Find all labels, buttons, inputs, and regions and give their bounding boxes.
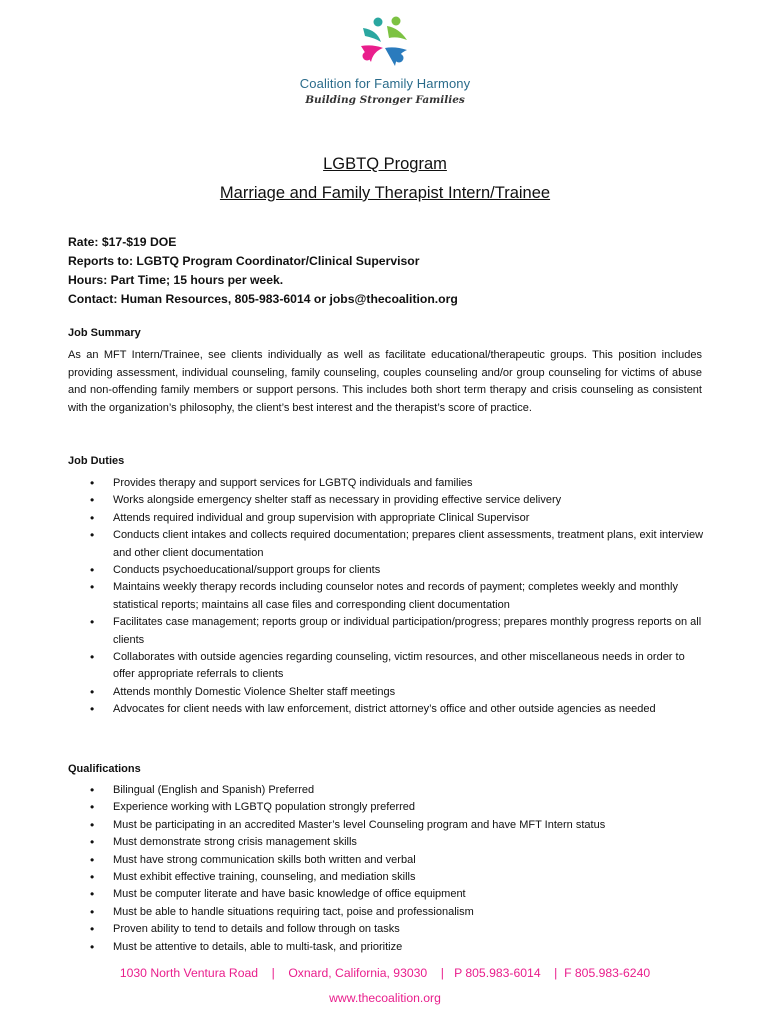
figure-head-green bbox=[392, 17, 401, 26]
footer-address: 1030 North Ventura Road | Oxnard, California, 93030 | P 805.983-6014 | F 805.983-6240 bbox=[119, 966, 651, 980]
list-item: • Proven ability to tend to details and follow through on tasks bbox=[68, 921, 708, 938]
list-item: • Must be attentive to details, able to multi-task, and prioritize bbox=[68, 939, 708, 956]
list-item: • Collaborates with outside agencies regarding counseling, victim resources, and other miscellaneous needs in order to offer appropriate referrals to clients bbox=[68, 649, 708, 684]
list-item: • Maintains weekly therapy records including counselor notes and records of payment; completes weekly and monthly statistical reports; maintains all case files and corresponding client documentation bbox=[68, 579, 708, 614]
list-item: • Advocates for client needs with law enforcement, district attorney’s office and other outside agencies as needed bbox=[68, 701, 708, 718]
position-title: Marriage and Family Therapist Intern/Trainee bbox=[219, 184, 551, 202]
job-meta bbox=[68, 233, 458, 309]
contact-line: Contact: Human Resources, 805-983-6014 or jobs@thecoalition.org bbox=[68, 292, 458, 306]
job-duties-list bbox=[68, 475, 708, 719]
list-item: • Must be able to handle situations requiring tact, poise and professionalism bbox=[68, 904, 708, 921]
list-item: • Must be participating in an accredited Master’s level Counseling program and have MFT Intern status bbox=[68, 817, 708, 834]
list-item: • Attends monthly Domestic Violence Shelter staff meetings bbox=[68, 684, 708, 701]
list-item: • Must exhibit effective training, counseling, and mediation skills bbox=[68, 869, 708, 886]
hours-line: Hours: Part Time; 15 hours per week. bbox=[68, 273, 284, 287]
qualifications-heading: Qualifications bbox=[68, 763, 141, 775]
family-figures-logo-icon bbox=[355, 14, 415, 72]
list-item: • Must have strong communication skills both written and verbal bbox=[68, 852, 708, 869]
list-item: • Facilitates case management; reports group or individual participation/progress; prepares monthly progress reports on all clients bbox=[68, 614, 708, 649]
reports-to-line: Reports to: LGBTQ Program Coordinator/Clinical Supervisor bbox=[68, 254, 420, 268]
figure-head-teal bbox=[374, 18, 383, 27]
list-item: • Bilingual (English and Spanish) Preferred bbox=[68, 782, 708, 799]
list-item: • Must be computer literate and have basic knowledge of office equipment bbox=[68, 886, 708, 903]
rate-line: Rate: $17-$19 DOE bbox=[68, 235, 177, 249]
program-title: LGBTQ Program bbox=[323, 155, 447, 173]
job-duties-heading: Job Duties bbox=[68, 455, 125, 467]
qualifications-list bbox=[68, 782, 708, 956]
list-item: • Experience working with LGBTQ population strongly preferred bbox=[68, 799, 708, 816]
list-item: • Attends required individual and group supervision with appropriate Clinical Supervisor bbox=[68, 510, 708, 527]
list-item: • Provides therapy and support services for LGBTQ individuals and families bbox=[68, 475, 708, 492]
list-item: • Works alongside emergency shelter staff as necessary in providing effective service delivery bbox=[68, 492, 708, 509]
list-item: • Conducts client intakes and collects required documentation; prepares client assessments, treatment plans, exit interview and other client documentation bbox=[68, 527, 708, 562]
job-summary-heading: Job Summary bbox=[68, 327, 141, 339]
org-logo bbox=[0, 14, 770, 106]
figure-body-blue bbox=[385, 47, 407, 66]
job-summary-text: As an MFT Intern/Trainee, see clients individually as well as facilitate educational/therapeutic groups. This position includes providing assessment, individual counseling, family counseling, couples counseling and/or group counseling for victims of abuse and non-offending family members or support persons. This includes both short term therapy and crisis counseling as consistent with the organization’s philosophy, the client’s best interest and the therapist’s score of practice. bbox=[68, 349, 702, 414]
footer-website-link[interactable]: www.thecoalition.org bbox=[329, 991, 441, 1005]
list-item: • Must demonstrate strong crisis management skills bbox=[68, 834, 708, 851]
org-name: Coalition for Family Harmony bbox=[299, 76, 471, 91]
figure-body-green bbox=[387, 26, 407, 40]
list-item: • Conducts psychoeducational/support groups for clients bbox=[68, 562, 708, 579]
figure-body-teal bbox=[363, 28, 381, 42]
org-tagline: Building Stronger Families bbox=[305, 94, 465, 106]
